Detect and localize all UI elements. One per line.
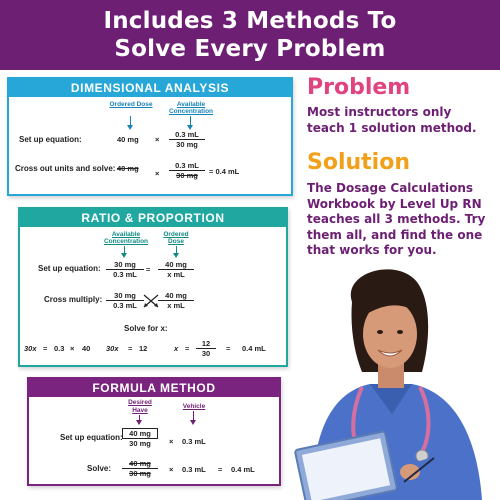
solve-token: = xyxy=(43,344,48,353)
problem_text-line: teach 1 solution method. xyxy=(307,120,477,135)
solve-token: = xyxy=(226,344,231,353)
fraction-denominator: 30 mg xyxy=(176,171,198,180)
setup-label: Set up equation: xyxy=(38,264,101,273)
solve-token: 30x xyxy=(106,344,119,353)
problem-text xyxy=(307,105,477,136)
concentration-fraction-crossed xyxy=(169,161,205,180)
cross-fraction-left xyxy=(106,291,144,310)
solve-token: x xyxy=(174,344,179,353)
fraction-denominator: 30 mg xyxy=(176,140,198,149)
ratio-proportion-card xyxy=(18,207,288,367)
header-line-2: Solve Every Problem xyxy=(114,36,386,62)
fraction-denominator: x mL xyxy=(167,301,185,310)
solution_text-line: The Dosage Calculations xyxy=(307,181,474,195)
problem-heading: Problem xyxy=(307,75,411,100)
fraction-denominator: x mL xyxy=(167,270,185,279)
solution-text xyxy=(307,181,485,259)
solve-token: 30x xyxy=(24,344,37,353)
down-arrow-icon xyxy=(127,125,133,130)
fraction-denominator: 30 xyxy=(201,349,211,358)
equals-sign: = xyxy=(218,465,223,474)
solution-heading: Solution xyxy=(307,150,410,175)
result: = 0.4 mL xyxy=(209,167,240,176)
down-arrow-icon xyxy=(136,420,142,425)
solve-label: Solve: xyxy=(87,464,112,473)
setup-label: Set up equation: xyxy=(19,135,82,144)
equals-sign: = xyxy=(146,265,151,274)
ordered-dose-value-crossed: 40 mg xyxy=(117,164,139,173)
fraction-numerator: 30 mg xyxy=(106,260,144,270)
fraction-denominator: 0.3 mL xyxy=(113,301,137,310)
card-title: DIMENSIONAL ANALYSIS xyxy=(9,79,291,97)
solution_text-line: them all, and find the one xyxy=(307,227,483,242)
dimensional-analysis-card xyxy=(7,77,293,196)
vehicle-value: 0.3 mL xyxy=(182,437,206,446)
formula-method-card xyxy=(27,377,281,486)
fraction-numerator: 40 mg xyxy=(122,428,158,439)
ordered-fraction xyxy=(158,260,194,279)
times-sign: × xyxy=(155,135,160,144)
cross-multiply-label: Cross multiply: xyxy=(44,295,103,304)
fraction-denominator: 0.3 mL xyxy=(113,270,137,279)
fraction-numerator: 30 mg xyxy=(106,291,144,301)
available-fraction xyxy=(106,260,144,279)
problem_text-line: Most instructors only xyxy=(307,105,452,119)
times-sign: × xyxy=(155,169,160,178)
concentration-fraction xyxy=(169,130,205,149)
header-line-1: Includes 3 Methods To xyxy=(103,8,397,34)
solution_text-line: teaches all 3 methods. Try xyxy=(307,212,486,226)
down-arrow-icon xyxy=(121,253,127,258)
fraction-numerator: 12 xyxy=(196,339,216,349)
card-title: RATIO & PROPORTION xyxy=(20,209,286,227)
cross-out-label: Cross out units and solve: xyxy=(15,164,116,173)
ordered-dose-value: 40 mg xyxy=(117,135,139,144)
available-concentration-tag: Available Concentration xyxy=(168,101,214,115)
ordered-dose-tag: Ordered Dose xyxy=(163,231,189,245)
header-banner xyxy=(0,0,500,70)
fraction-numerator: 0.3 mL xyxy=(169,161,205,171)
available-concentration-tag: Available Concentration xyxy=(103,231,149,245)
ordered-dose-tag: Ordered Dose xyxy=(109,101,153,108)
solve-token: = xyxy=(128,344,133,353)
setup-label: Set up equation: xyxy=(60,433,123,442)
nurse-illustration xyxy=(292,262,500,500)
vehicle-tag: Vehicle xyxy=(182,403,206,410)
desired-tag: Desired xyxy=(128,399,152,406)
vehicle-value: 0.3 mL xyxy=(182,465,206,474)
cross-fraction-right xyxy=(158,291,194,310)
solve-result: 0.4 mL xyxy=(231,465,255,474)
fraction-numerator: 40 mg xyxy=(122,459,158,469)
solve-fraction xyxy=(196,339,216,358)
solution_text-line: Workbook by Level Up RN xyxy=(307,196,482,211)
desired-have-fraction xyxy=(122,428,158,448)
solve-result: 0.4 mL xyxy=(242,344,266,353)
fraction-numerator: 40 mg xyxy=(158,260,194,270)
card-title: FORMULA METHOD xyxy=(29,379,279,397)
fraction-denominator: 30 mg xyxy=(129,469,151,478)
solve-token: 0.3 xyxy=(54,344,65,353)
solve-fraction xyxy=(122,459,158,478)
down-arrow-icon xyxy=(173,253,179,258)
solve-token: = xyxy=(185,344,190,353)
solution_text-line: that works for you. xyxy=(307,243,437,257)
fraction-numerator: 40 mg xyxy=(158,291,194,301)
times-sign: × xyxy=(169,437,174,446)
solve-label: Solve for x: xyxy=(124,324,168,333)
solve-token: 40 xyxy=(82,344,91,353)
times-sign: × xyxy=(169,465,174,474)
fraction-numerator: 0.3 mL xyxy=(169,130,205,140)
fraction-denominator: 30 mg xyxy=(129,439,151,448)
solve-token: × xyxy=(70,344,75,353)
down-arrow-icon xyxy=(190,420,196,425)
solve-token: 12 xyxy=(139,344,148,353)
have-tag: Have xyxy=(132,407,148,414)
